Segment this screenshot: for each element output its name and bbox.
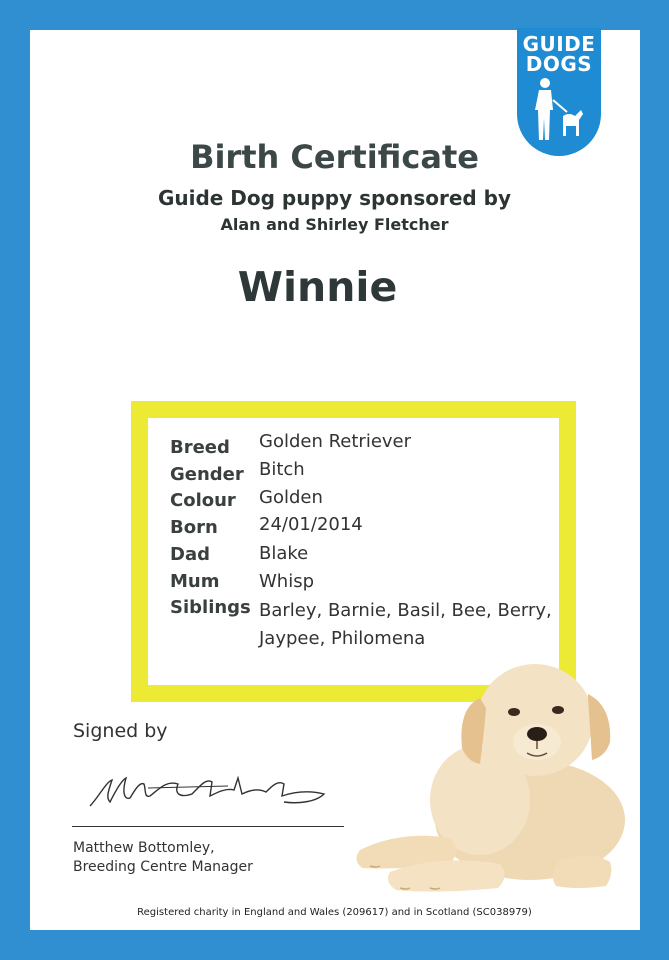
page-title: Birth Certificate [190, 138, 479, 176]
signature-line [72, 826, 344, 827]
signatory-name: Matthew Bottomley, [73, 840, 215, 856]
puppy-image [330, 650, 630, 900]
detail-value-siblings-cont: Jaypee, Philomena [259, 628, 426, 649]
signature-icon [88, 768, 333, 813]
detail-value-colour: Golden [259, 487, 323, 508]
detail-label-gender: Gender [170, 464, 244, 485]
sponsor-line: Guide Dog puppy sponsored by [157, 186, 512, 210]
guide-dogs-logo-icon [535, 78, 583, 144]
detail-label-dad: Dad [170, 544, 210, 565]
footer-charity-note: Registered charity in England and Wales (209617) and in Scotland (SC038979) [137, 907, 532, 918]
detail-value-gender: Bitch [259, 459, 305, 480]
detail-value-mum: Whisp [259, 571, 315, 592]
sponsors: Alan and Shirley Fletcher [220, 215, 449, 234]
detail-label-mum: Mum [170, 571, 220, 592]
logo-text-line2: DOGS [525, 52, 593, 76]
signatory [73, 839, 253, 877]
signatory-title: Breeding Centre Manager [73, 859, 253, 875]
logo-text-line1: GUIDE [522, 32, 596, 56]
detail-value-siblings: Barley, Barnie, Basil, Bee, Berry, [259, 600, 552, 621]
detail-label-born: Born [170, 517, 218, 538]
puppy-name: Winnie [237, 263, 398, 311]
signed-by-label: Signed by [73, 720, 168, 742]
detail-label-breed: Breed [170, 437, 230, 458]
detail-value-born: 24/01/2014 [259, 514, 363, 535]
detail-value-breed: Golden Retriever [259, 431, 412, 452]
detail-label-siblings: Siblings [170, 597, 251, 618]
guide-dogs-logo [517, 28, 601, 156]
detail-label-colour: Colour [170, 490, 236, 511]
logo-text [517, 34, 601, 74]
detail-value-dad: Blake [259, 543, 309, 564]
